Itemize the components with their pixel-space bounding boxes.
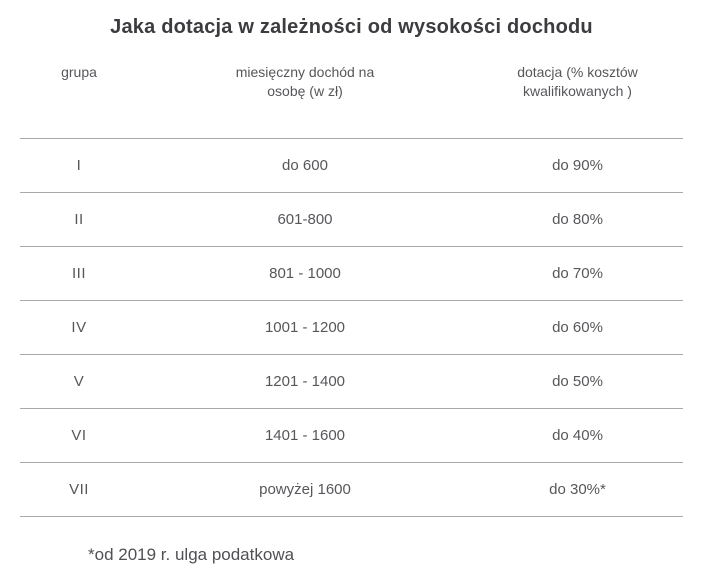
subsidy-cell: do 30%* (472, 463, 683, 517)
group-cell: V (20, 355, 138, 409)
group-cell: I (20, 139, 138, 193)
group-cell: VII (20, 463, 138, 517)
table-row (20, 139, 683, 193)
subsidy-cell: do 50% (472, 355, 683, 409)
income-cell: 1201 - 1400 (138, 355, 472, 409)
subsidy-table-panel (20, 14, 683, 565)
table-row (20, 409, 683, 463)
table-row (20, 193, 683, 247)
table-row (20, 355, 683, 409)
subsidy-cell: do 40% (472, 409, 683, 463)
income-cell: do 600 (138, 139, 472, 193)
group-cell: VI (20, 409, 138, 463)
group-cell: II (20, 193, 138, 247)
column-header-subsidy: dotacja (% kosztów kwalifikowanych ) (472, 41, 683, 139)
subsidy-cell: do 90% (472, 139, 683, 193)
table-row (20, 301, 683, 355)
subsidy-cell: do 80% (472, 193, 683, 247)
income-cell: 801 - 1000 (138, 247, 472, 301)
group-cell: III (20, 247, 138, 301)
group-cell: IV (20, 301, 138, 355)
income-cell: 1001 - 1200 (138, 301, 472, 355)
footnote: *od 2019 r. ulga podatkowa (88, 545, 295, 564)
table-row (20, 463, 683, 517)
income-cell: 1401 - 1600 (138, 409, 472, 463)
income-cell: powyżej 1600 (138, 463, 472, 517)
income-cell: 601-800 (138, 193, 472, 247)
subsidy-cell: do 60% (472, 301, 683, 355)
column-header-group: grupa (20, 41, 138, 139)
page-title: Jaka dotacja w zależności od wysokości dochodu (110, 16, 593, 38)
subsidy-cell: do 70% (472, 247, 683, 301)
subsidy-table (20, 41, 683, 517)
table-row (20, 247, 683, 301)
column-header-income: miesięczny dochód na osobę (w zł) (138, 41, 472, 139)
header-row (20, 41, 683, 139)
